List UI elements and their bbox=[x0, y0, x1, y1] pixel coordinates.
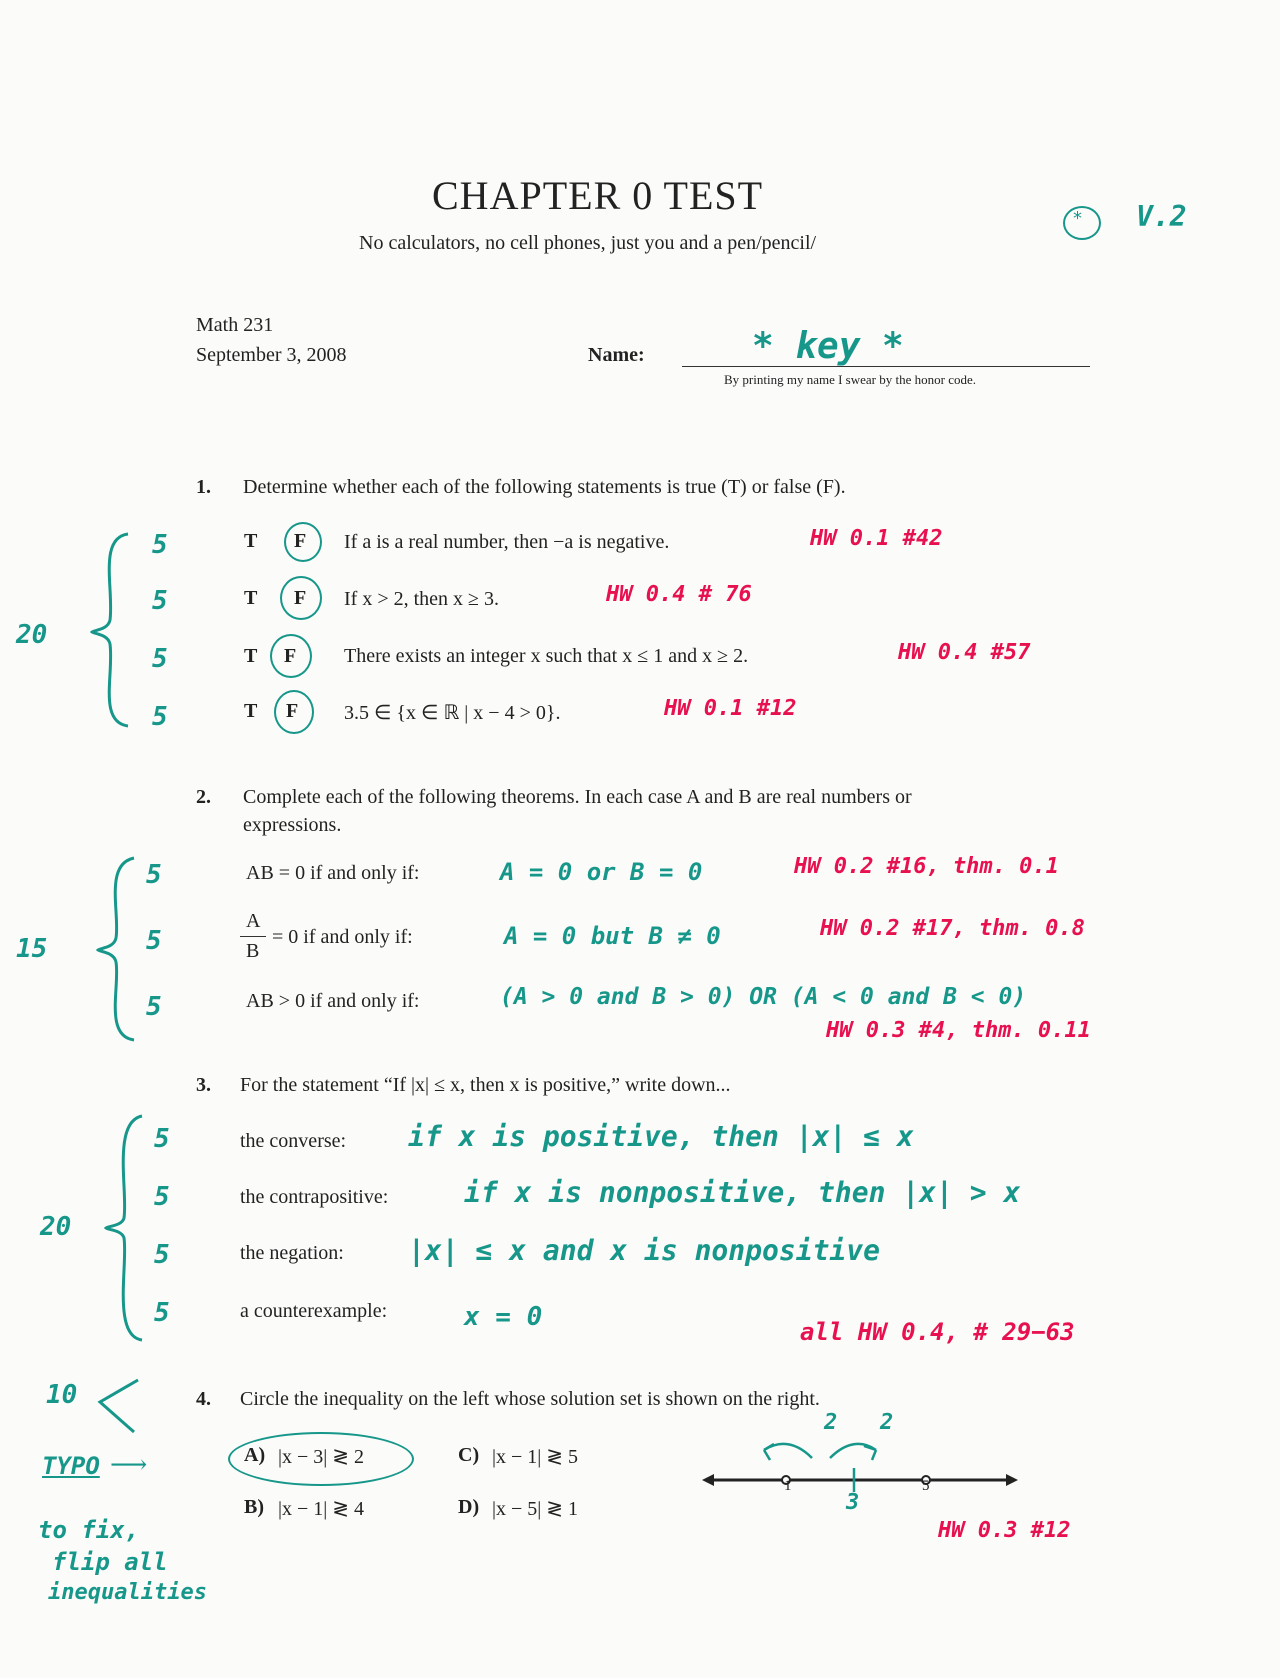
q1-brace bbox=[88, 530, 138, 730]
q3-total: 20 bbox=[40, 1212, 72, 1242]
q4-number: 4. bbox=[196, 1388, 211, 1410]
q1-item-2-true[interactable]: T bbox=[244, 587, 258, 609]
q2-item-3-label: AB > 0 if and only if: bbox=[246, 990, 420, 1012]
q1-item-1-score: 5 bbox=[152, 530, 168, 560]
q1-item-3-true[interactable]: T bbox=[244, 645, 258, 667]
version-mark: V.2 bbox=[1136, 200, 1187, 233]
q3-prompt: For the statement “If |x| ≤ x, then x is positive,” write down... bbox=[240, 1074, 731, 1096]
page-subtitle: No calculators, no cell phones, just you and a pen/pencil/ bbox=[359, 232, 817, 254]
q2-item-3-ref: HW 0.3 #4, thm. 0.11 bbox=[826, 1018, 1091, 1043]
q4-ref: HW 0.3 #12 bbox=[938, 1518, 1071, 1543]
q1-item-2-ref: HW 0.4 # 76 bbox=[606, 582, 752, 607]
name-label: Name: bbox=[588, 344, 645, 366]
q1-item-4-text: 3.5 ∈ {x ∈ ℝ | x − 4 > 0}. bbox=[344, 702, 561, 724]
star-mark: * bbox=[1073, 208, 1082, 229]
q1-item-2-text: If x > 2, then x ≥ 3. bbox=[344, 588, 500, 610]
fix-note-line1: to fix, bbox=[38, 1516, 140, 1544]
course-label: Math 231 bbox=[196, 314, 274, 336]
q4-option-b-expr[interactable]: |x − 1| ≷ 4 bbox=[278, 1498, 365, 1520]
q4-option-d-expr[interactable]: |x − 5| ≷ 1 bbox=[492, 1498, 579, 1520]
q3-item-2-label: the contrapositive: bbox=[240, 1186, 389, 1208]
honor-code-note: By printing my name I swear by the honor code. bbox=[724, 372, 976, 387]
q4-angle-mark bbox=[94, 1376, 144, 1436]
typo-arrow-icon: ⟶ bbox=[110, 1450, 148, 1480]
q2-prompt-line1: Complete each of the following theorems. In each case A and B are real numbers or bbox=[243, 786, 912, 808]
q3-item-1-score: 5 bbox=[154, 1124, 170, 1154]
star-circle-mark bbox=[1063, 206, 1101, 240]
q3-item-2-score: 5 bbox=[154, 1182, 170, 1212]
q2-item-1-label: AB = 0 if and only if: bbox=[246, 862, 420, 884]
q4-option-d-letter[interactable]: D) bbox=[458, 1496, 480, 1518]
q4-distance-right: 2 bbox=[880, 1410, 894, 1435]
q1-total: 20 bbox=[16, 620, 48, 650]
q3-ref: all HW 0.4, # 29−63 bbox=[800, 1318, 1075, 1346]
q3-item-1-answer: if x is positive, then |x| ≤ x bbox=[408, 1120, 914, 1153]
q3-item-2-answer: if x is nonpositive, then |x| > x bbox=[464, 1176, 1021, 1209]
q1-prompt: Determine whether each of the following statements is true (T) or false (F). bbox=[243, 476, 846, 498]
name-value: * key * bbox=[752, 326, 904, 367]
q4-distance-left: 2 bbox=[824, 1410, 838, 1435]
typo-note: TYPO bbox=[42, 1452, 100, 1480]
q3-item-4-answer: x = 0 bbox=[464, 1302, 543, 1332]
q2-item-2-fraction-bar bbox=[240, 936, 266, 937]
q2-total: 15 bbox=[16, 934, 48, 964]
q1-item-3-answer-circle bbox=[270, 634, 312, 678]
q2-brace bbox=[94, 854, 144, 1044]
q1-item-1-true[interactable]: T bbox=[244, 530, 258, 552]
q4-number-line bbox=[700, 1420, 1020, 1520]
q1-item-3-ref: HW 0.4 #57 bbox=[898, 640, 1031, 665]
q1-item-1-text: If a is a real number, then −a is negative. bbox=[344, 531, 670, 553]
q4-option-b-letter[interactable]: B) bbox=[244, 1496, 264, 1518]
q4-option-a-expr[interactable]: |x − 3| ≷ 2 bbox=[278, 1446, 365, 1468]
q2-item-2-ref: HW 0.2 #17, thm. 0.8 bbox=[820, 916, 1085, 941]
q1-number: 1. bbox=[196, 476, 211, 498]
q2-item-2-score: 5 bbox=[146, 926, 162, 956]
q1-item-3-false[interactable]: F bbox=[284, 645, 297, 667]
q1-item-1-false[interactable]: F bbox=[294, 530, 307, 552]
q1-item-1-ref: HW 0.1 #42 bbox=[810, 526, 943, 551]
q3-item-3-score: 5 bbox=[154, 1240, 170, 1270]
fix-note-line2: flip all bbox=[52, 1548, 168, 1576]
q3-number: 3. bbox=[196, 1074, 211, 1096]
q4-numberline-label-left: 1 bbox=[784, 1478, 792, 1494]
q1-item-4-answer-circle bbox=[274, 690, 314, 734]
q3-item-3-answer: |x| ≤ x and x is nonpositive bbox=[408, 1234, 881, 1267]
q1-item-3-score: 5 bbox=[152, 644, 168, 674]
q1-item-2-score: 5 bbox=[152, 586, 168, 616]
q4-option-a-letter[interactable]: A) bbox=[244, 1444, 266, 1466]
q3-item-3-label: the negation: bbox=[240, 1242, 344, 1264]
q1-item-2-false[interactable]: F bbox=[294, 587, 307, 609]
q1-item-4-true[interactable]: T bbox=[244, 700, 258, 722]
q4-option-c-letter[interactable]: C) bbox=[458, 1444, 480, 1466]
date-label: September 3, 2008 bbox=[196, 344, 347, 366]
q2-item-2-numerator: A bbox=[246, 910, 261, 932]
q2-item-2-answer: A = 0 but B ≠ 0 bbox=[504, 922, 721, 950]
q2-item-2-label: = 0 if and only if: bbox=[272, 926, 413, 948]
q2-item-1-score: 5 bbox=[146, 860, 162, 890]
q2-item-1-answer: A = 0 or B = 0 bbox=[500, 858, 703, 886]
q1-item-4-false[interactable]: F bbox=[286, 700, 299, 722]
q1-item-4-score: 5 bbox=[152, 702, 168, 732]
q1-item-3-text: There exists an integer x such that x ≤ 1 and x ≥ 2. bbox=[344, 645, 749, 667]
q4-total: 10 bbox=[46, 1380, 78, 1410]
q1-item-2-answer-circle bbox=[280, 576, 322, 620]
q4-numberline-label-mid: 3 bbox=[846, 1490, 860, 1515]
q3-brace bbox=[102, 1112, 152, 1344]
q3-item-4-score: 5 bbox=[154, 1298, 170, 1328]
q2-number: 2. bbox=[196, 786, 211, 808]
page-title: CHAPTER 0 TEST bbox=[432, 173, 764, 218]
q2-item-2-denominator: B bbox=[246, 940, 260, 962]
q4-numberline-label-right: 5 bbox=[922, 1478, 930, 1494]
q2-item-3-answer: (A > 0 and B > 0) OR (A < 0 and B < 0) bbox=[500, 984, 1027, 1010]
q4-prompt: Circle the inequality on the left whose solution set is shown on the right. bbox=[240, 1388, 820, 1410]
q3-item-4-label: a counterexample: bbox=[240, 1300, 388, 1322]
q2-prompt-line2: expressions. bbox=[243, 814, 342, 836]
q2-item-1-ref: HW 0.2 #16, thm. 0.1 bbox=[794, 854, 1059, 879]
q3-item-1-label: the converse: bbox=[240, 1130, 347, 1152]
fix-note-line3: inequalities bbox=[48, 1580, 207, 1605]
q2-item-3-score: 5 bbox=[146, 992, 162, 1022]
q1-item-4-ref: HW 0.1 #12 bbox=[664, 696, 797, 721]
q4-option-c-expr[interactable]: |x − 1| ≷ 5 bbox=[492, 1446, 579, 1468]
q1-item-1-answer-circle bbox=[284, 522, 322, 562]
